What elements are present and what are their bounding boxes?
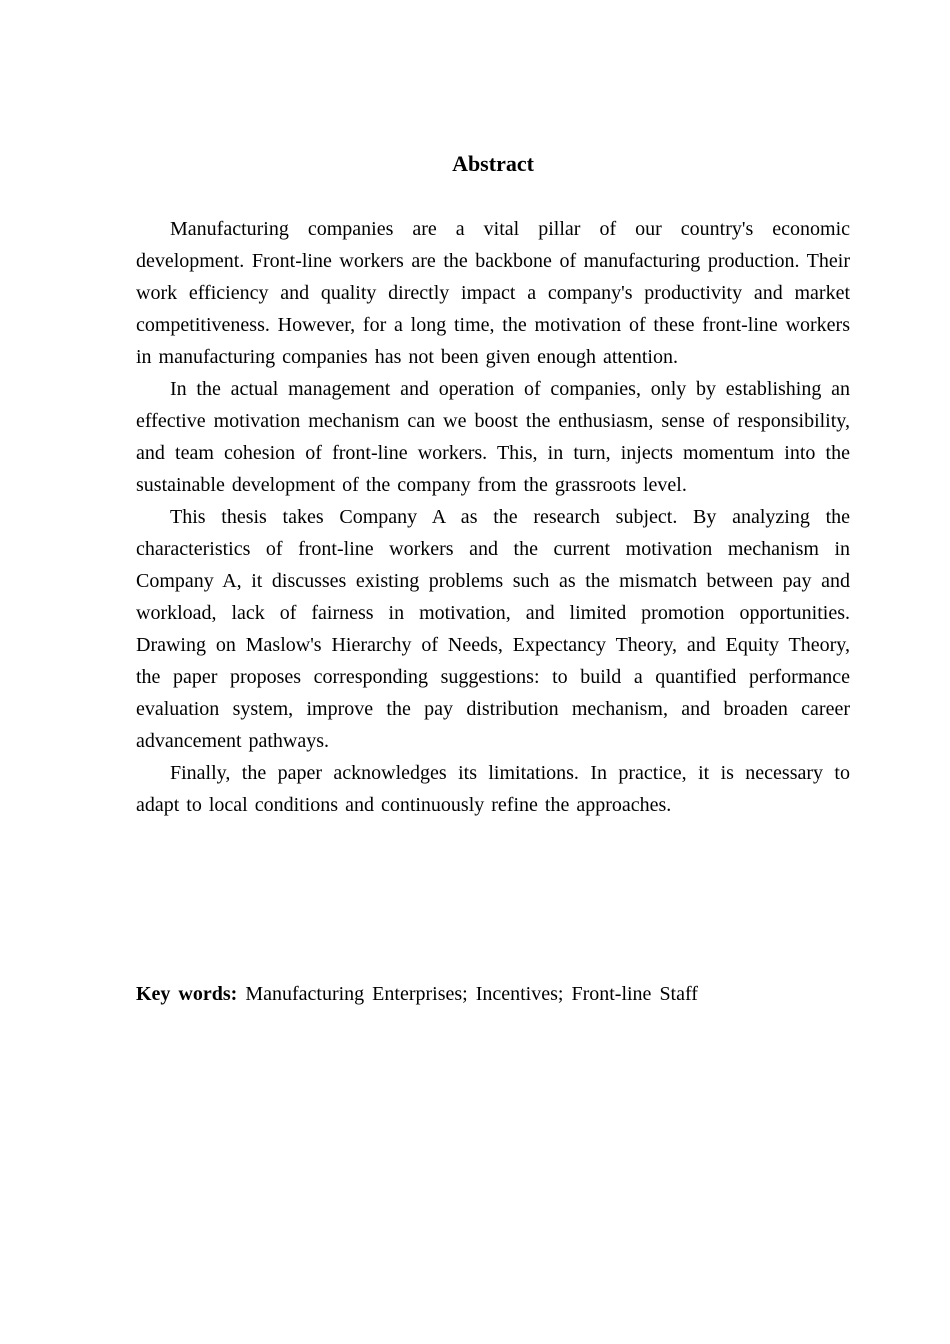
abstract-paragraph-2: In the actual management and operation of companies, only by establishing an effective motivation mechanism can we boost the enthusiasm, sense of responsibility, and team cohesion of front-line workers. This, in turn, injects momentum into the sustainable development of the company from the grassroots level. xyxy=(136,378,850,496)
abstract-paragraph-1: Manufacturing companies are a vital pillar of our country's economic development. Front-line workers are the backbone of manufacturing production. Their work efficiency and quality directly impact a company's productivity and market competitiveness. However, for a long time, the motivation of these front-line workers in manufacturing companies has not been given enough attention. xyxy=(136,218,850,368)
abstract-title: Abstract xyxy=(452,151,534,176)
keywords-value: Manufacturing Enterprises; Incentives; Front-line Staff xyxy=(245,983,698,1005)
keywords-label: Key words: xyxy=(136,983,238,1005)
abstract-body xyxy=(136,213,850,821)
keywords-line xyxy=(136,978,850,1010)
abstract-paragraph-3: This thesis takes Company A as the research subject. By analyzing the characteristics of front-line workers and the current motivation mechanism in Company A, it discusses existing problems such as the mismatch between pay and workload, lack of fairness in motivation, and limited promotion opportunities. Drawing on Maslow's Hierarchy of Needs, Expectancy Theory, and Equity Theory, the paper proposes corresponding suggestions: to build a quantified performance evaluation system, improve the pay distribution mechanism, and broaden career advancement pathways. xyxy=(136,506,850,752)
abstract-paragraph-4: Finally, the paper acknowledges its limitations. In practice, it is necessary to adapt to local conditions and continuously refine the approaches. xyxy=(136,762,850,816)
